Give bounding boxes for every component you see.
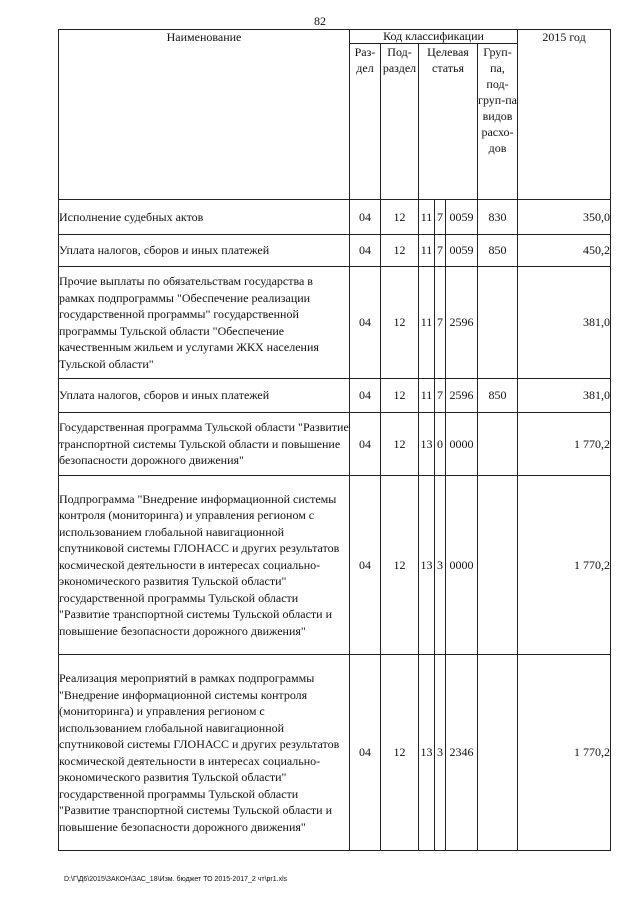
header-target-article: Целевая статья — [419, 44, 478, 200]
row-group — [478, 267, 518, 379]
row-group: 850 — [478, 235, 518, 267]
row-target-c: 0059 — [446, 200, 478, 235]
row-amount: 1 770,2 — [518, 476, 611, 655]
header-name: Наименование — [59, 30, 350, 200]
row-group — [478, 655, 518, 851]
row-target-c: 2596 — [446, 379, 478, 413]
table-row — [59, 379, 611, 413]
row-subsection: 12 — [381, 655, 419, 851]
row-target-c: 2346 — [446, 655, 478, 851]
row-name: Уплата налогов, сборов и иных платежей — [59, 235, 350, 267]
row-group — [478, 476, 518, 655]
row-section: 04 — [350, 267, 381, 379]
row-target-a: 13 — [419, 476, 435, 655]
table-row — [59, 267, 611, 379]
row-target-b: 0 — [435, 413, 446, 476]
row-group: 850 — [478, 379, 518, 413]
row-section: 04 — [350, 413, 381, 476]
row-group: 830 — [478, 200, 518, 235]
page-number: 82 — [314, 14, 326, 28]
row-target-c: 0059 — [446, 235, 478, 267]
file-path-footer: D:\Г\Д6\2015\ЗАКОН\ЗАС_18\Изм. бюджет ТО 2015-2017_2 чт\pr1.xls — [64, 876, 288, 883]
row-section: 04 — [350, 379, 381, 413]
header-classification: Код классификации — [350, 30, 518, 44]
row-subsection: 12 — [381, 235, 419, 267]
table-row — [59, 655, 611, 851]
row-target-a: 11 — [419, 379, 435, 413]
row-name: Уплата налогов, сборов и иных платежей — [59, 379, 350, 413]
row-target-b: 3 — [435, 476, 446, 655]
row-target-c: 2596 — [446, 267, 478, 379]
header-subsection: Под-раздел — [381, 44, 419, 200]
row-name: Исполнение судебных актов — [59, 200, 350, 235]
budget-table — [58, 29, 611, 851]
row-name: Подпрограмма "Внедрение информационной системы контроля (мониторинга) и управления регионом с использованием глобальной навигационной спутниковой системы ГЛОНАСС и других результатов космической деятельности в интересах социально-экономического развития Тульской области" государственной программы Тульской области "Развитие транспортной системы Тульской области и повышение безопасности дорожного движения" — [59, 476, 350, 655]
row-target-a: 11 — [419, 267, 435, 379]
row-subsection: 12 — [381, 476, 419, 655]
table-row — [59, 476, 611, 655]
table-row — [59, 413, 611, 476]
row-target-b: 7 — [435, 267, 446, 379]
row-name: Реализация мероприятий в рамках подпрограммы "Внедрение информационной системы контроля (мониторинга) и управления регионом с использованием глобальной навигационной спутниковой системы ГЛОНАСС и других результатов космической деятельности в интересах социально-экономического развития Тульской области" государственной программы Тульской области "Развитие транспортной системы Тульской области и повышение безопасности дорожного движения" — [59, 655, 350, 851]
row-section: 04 — [350, 476, 381, 655]
row-amount: 1 770,2 — [518, 413, 611, 476]
row-subsection: 12 — [381, 379, 419, 413]
row-target-a: 11 — [419, 235, 435, 267]
row-target-b: 3 — [435, 655, 446, 851]
header-section: Раз-дел — [350, 44, 381, 200]
row-target-b: 7 — [435, 200, 446, 235]
header-year: 2015 год — [518, 30, 611, 200]
row-name: Прочие выплаты по обязательствам государства в рамках подпрограммы "Обеспечение реализации государственной программы" государственной программы Тульской области "Обеспечение качественным жильем и услугами ЖКХ населения Тульской области" — [59, 267, 350, 379]
row-amount: 450,2 — [518, 235, 611, 267]
table-row — [59, 235, 611, 267]
row-section: 04 — [350, 655, 381, 851]
row-target-b: 7 — [435, 235, 446, 267]
row-subsection: 12 — [381, 200, 419, 235]
row-target-a: 13 — [419, 655, 435, 851]
row-subsection: 12 — [381, 413, 419, 476]
row-target-b: 7 — [435, 379, 446, 413]
row-section: 04 — [350, 200, 381, 235]
row-subsection: 12 — [381, 267, 419, 379]
row-amount: 1 770,2 — [518, 655, 611, 851]
row-name: Государственная программа Тульской области "Развитие транспортной системы Тульской области и повышение безопасности дорожного движения" — [59, 413, 350, 476]
row-amount: 381,0 — [518, 267, 611, 379]
row-target-c: 0000 — [446, 413, 478, 476]
row-target-a: 13 — [419, 413, 435, 476]
row-target-a: 11 — [419, 200, 435, 235]
header-expense-group: Груп-па, под-груп-па видов расхо-дов — [478, 44, 518, 200]
row-group — [478, 413, 518, 476]
row-section: 04 — [350, 235, 381, 267]
table-row — [59, 200, 611, 235]
row-target-c: 0000 — [446, 476, 478, 655]
row-amount: 381,0 — [518, 379, 611, 413]
row-amount: 350,0 — [518, 200, 611, 235]
